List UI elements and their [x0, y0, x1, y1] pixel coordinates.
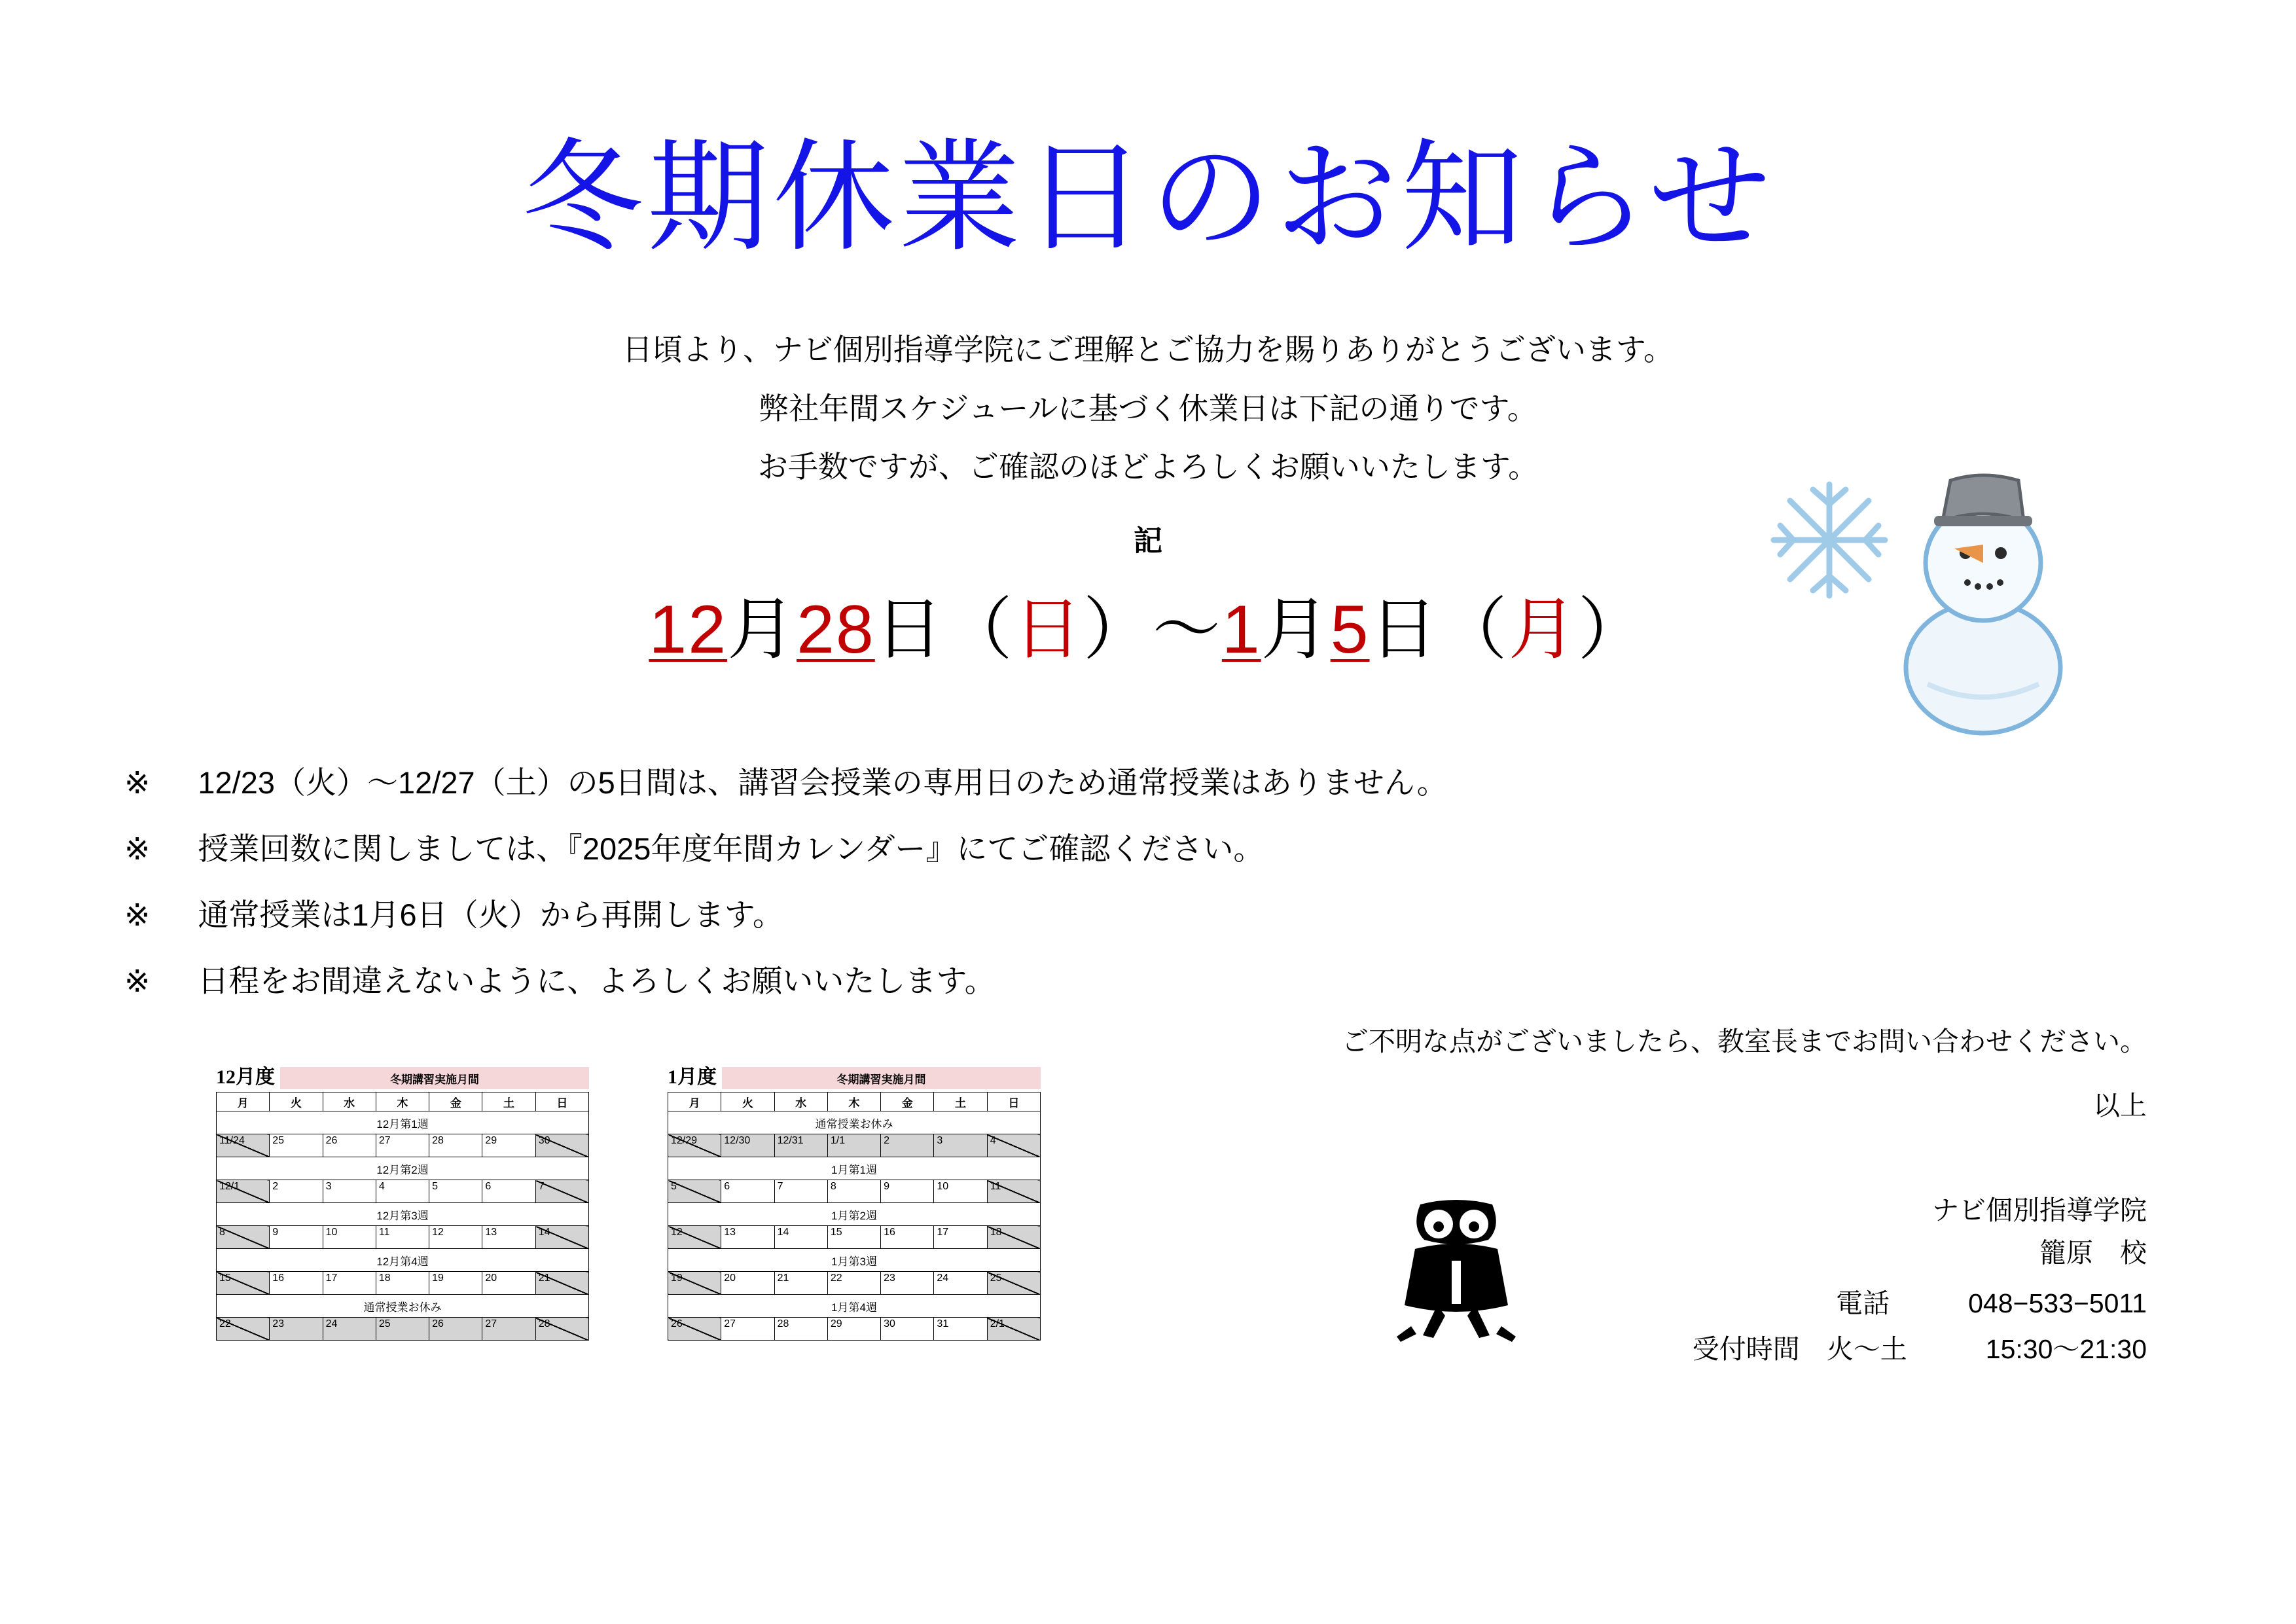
weekday-wed: 水	[323, 1092, 376, 1111]
day-cell	[429, 1180, 482, 1203]
day-label: 12/31	[777, 1135, 804, 1146]
day-label: 28	[777, 1318, 789, 1329]
day-cell	[323, 1134, 376, 1157]
day-label: 18	[378, 1272, 391, 1284]
day-cell	[429, 1226, 482, 1249]
intro-line-1: 日頃より、ナビ個別指導学院にご理解とご協力を賜りありがとうございます。	[622, 333, 1674, 367]
note-text: 日程をお間違えないように、よろしくお願いいたします。	[167, 964, 996, 999]
note-item	[124, 948, 1761, 1014]
calendar-month-label: 1月度	[668, 1066, 717, 1088]
notes-list	[124, 749, 1761, 1014]
day-cell	[987, 1134, 1040, 1157]
day-label: 16	[884, 1227, 895, 1238]
day-label: 21	[777, 1272, 789, 1284]
day-label: 7	[777, 1181, 783, 1192]
day-label: 22	[830, 1272, 842, 1284]
day-cell	[376, 1272, 429, 1295]
weekday-thu: 木	[827, 1092, 880, 1111]
day-cell	[217, 1226, 270, 1249]
day-cell	[535, 1226, 588, 1249]
day-cell	[270, 1318, 323, 1341]
intro-line-3: お手数ですが、ご確認のほどよろしくお願いいたします。	[757, 450, 1539, 484]
day-cell	[217, 1180, 270, 1203]
day-cell	[482, 1180, 535, 1203]
day-cell	[482, 1272, 535, 1295]
end-weekday: 月	[1508, 592, 1578, 668]
paren-open-2: （	[1439, 592, 1509, 668]
weekday-mon: 月	[668, 1092, 721, 1111]
day-label: 24	[937, 1272, 949, 1284]
day-cell	[827, 1272, 880, 1295]
telephone-label: 電話	[1836, 1288, 1890, 1319]
week-label: 通常授業お休み	[668, 1111, 1041, 1134]
day-cell	[721, 1318, 774, 1341]
day-label: 22	[219, 1318, 231, 1329]
day-cell	[217, 1272, 270, 1295]
day-cell	[429, 1318, 482, 1341]
day-cell	[721, 1134, 774, 1157]
day-label: 30	[538, 1135, 550, 1146]
end-day-kanji: 日	[1369, 592, 1439, 668]
day-label: 19	[432, 1272, 444, 1284]
day-label: 26	[671, 1318, 683, 1329]
day-cell	[721, 1272, 774, 1295]
day-cell	[482, 1226, 535, 1249]
day-cell	[934, 1226, 987, 1249]
day-cell	[881, 1318, 934, 1341]
day-label: 25	[272, 1135, 285, 1146]
note-mark: ※	[124, 765, 151, 800]
day-label: 3	[937, 1135, 943, 1146]
note-text: 通常授業は1月6日（火）から再開します。	[167, 897, 783, 933]
week-label-row	[217, 1157, 589, 1180]
day-cell	[721, 1226, 774, 1249]
day-cell	[881, 1180, 934, 1203]
day-label: 2	[884, 1135, 890, 1146]
day-label: 27	[378, 1135, 391, 1146]
note-item	[124, 749, 1761, 816]
day-cell	[881, 1272, 934, 1295]
day-cell	[987, 1180, 1040, 1203]
day-label: 26	[325, 1135, 338, 1146]
day-cell	[934, 1272, 987, 1295]
day-cell	[881, 1226, 934, 1249]
calendar-banner: 冬期講習実施月間	[722, 1067, 1041, 1089]
day-label: 13	[485, 1227, 497, 1238]
day-cell	[376, 1180, 429, 1203]
day-label: 2	[272, 1181, 279, 1192]
day-cell	[721, 1180, 774, 1203]
calendar-table	[668, 1092, 1041, 1341]
day-cell	[774, 1272, 827, 1295]
day-label: 9	[884, 1181, 890, 1192]
week-label: 1月第2週	[668, 1203, 1041, 1226]
start-weekday: 日	[1013, 592, 1083, 668]
day-label: 12/1	[219, 1181, 240, 1192]
week-days-row	[668, 1318, 1041, 1341]
day-label: 21	[538, 1272, 550, 1284]
hours-value: 15:30〜21:30	[1985, 1333, 2147, 1364]
contact-closing: 以上	[2093, 1090, 2147, 1121]
week-label: 12月第4週	[217, 1249, 589, 1272]
day-label: 9	[272, 1227, 279, 1238]
week-label: 通常授業お休み	[217, 1295, 589, 1318]
week-label-row	[668, 1295, 1041, 1318]
day-cell	[270, 1226, 323, 1249]
day-label: 10	[325, 1227, 338, 1238]
week-days-row	[217, 1226, 589, 1249]
week-days-row	[668, 1134, 1041, 1157]
day-label: 20	[485, 1272, 497, 1284]
end-day-number: 5	[1330, 592, 1370, 668]
ki-marker: 記	[1134, 525, 1162, 557]
day-label: 13	[724, 1227, 736, 1238]
day-label: 16	[272, 1272, 285, 1284]
weekday-header-row	[668, 1092, 1041, 1111]
day-label: 30	[884, 1318, 895, 1329]
note-item	[124, 816, 1761, 882]
day-label: 23	[884, 1272, 895, 1284]
day-label: 25	[378, 1318, 391, 1329]
end-month-kanji: 月	[1261, 592, 1331, 668]
week-label-row	[217, 1249, 589, 1272]
day-cell	[482, 1318, 535, 1341]
calendar-december	[216, 1060, 589, 1341]
week-label: 1月第3週	[668, 1249, 1041, 1272]
day-label: 15	[830, 1227, 842, 1238]
day-label: 4	[990, 1135, 996, 1146]
week-label-row	[668, 1249, 1041, 1272]
week-label: 12月第2週	[217, 1157, 589, 1180]
week-label: 12月第3週	[217, 1203, 589, 1226]
weekday-fri: 金	[429, 1092, 482, 1111]
school-branch: 籠原 校	[2039, 1237, 2147, 1268]
weekday-tue: 火	[270, 1092, 323, 1111]
day-cell	[668, 1318, 721, 1341]
note-mark: ※	[124, 964, 151, 999]
day-label: 5	[671, 1181, 677, 1192]
day-label: 12/30	[724, 1135, 751, 1146]
start-month-kanji: 月	[727, 592, 797, 668]
day-cell	[217, 1134, 270, 1157]
day-label: 18	[990, 1227, 1002, 1238]
day-label: 1/1	[830, 1135, 846, 1146]
day-cell	[827, 1180, 880, 1203]
telephone-row	[1211, 1283, 2147, 1325]
week-label-row	[217, 1111, 589, 1134]
day-label: 31	[937, 1318, 949, 1329]
week-days-row	[217, 1134, 589, 1157]
day-label: 7	[538, 1181, 545, 1192]
day-cell	[668, 1226, 721, 1249]
contact-question: ご不明な点がございましたら、教室長までお問い合わせください。	[1342, 1026, 2147, 1056]
day-cell	[668, 1134, 721, 1157]
day-label: 14	[538, 1227, 550, 1238]
weekday-sun: 日	[987, 1092, 1040, 1111]
day-label: 5	[432, 1181, 439, 1192]
day-label: 24	[325, 1318, 338, 1329]
day-label: 27	[724, 1318, 736, 1329]
day-cell	[934, 1318, 987, 1341]
week-days-row	[217, 1180, 589, 1203]
day-cell	[376, 1134, 429, 1157]
start-day-kanji: 日	[874, 592, 944, 668]
day-cell	[987, 1272, 1040, 1295]
weekday-tue: 火	[721, 1092, 774, 1111]
start-month-number: 12	[649, 592, 728, 668]
paren-open-1: （	[944, 592, 1014, 668]
day-cell	[376, 1318, 429, 1341]
hours-label: 受付時間 火〜土	[1692, 1333, 1907, 1364]
day-label: 17	[937, 1227, 949, 1238]
week-label-row	[668, 1111, 1041, 1134]
calendar-january	[668, 1060, 1041, 1341]
day-cell	[323, 1180, 376, 1203]
day-label: 12/29	[671, 1135, 698, 1146]
day-cell	[774, 1318, 827, 1341]
day-label: 6	[724, 1181, 730, 1192]
day-label: 26	[432, 1318, 444, 1329]
weekday-sat: 土	[934, 1092, 987, 1111]
week-label-row	[668, 1203, 1041, 1226]
weekday-sat: 土	[482, 1092, 535, 1111]
week-days-row	[668, 1226, 1041, 1249]
day-cell	[323, 1318, 376, 1341]
owl-mascot-icon	[1381, 1198, 1532, 1348]
school-name: ナビ個別指導学院	[1932, 1195, 2147, 1226]
telephone-value: 048−533−5011	[1968, 1288, 2147, 1319]
day-cell	[668, 1272, 721, 1295]
calendar-header	[216, 1060, 589, 1089]
day-cell	[323, 1272, 376, 1295]
intro-line-2: 弊社年間スケジュールに基づく休業日は下記の通りです。	[759, 391, 1537, 425]
day-cell	[217, 1318, 270, 1341]
day-cell	[535, 1318, 588, 1341]
weekday-fri: 金	[881, 1092, 934, 1111]
note-text: 授業回数に関しましては、『2025年度年間カレンダー』にてご確認ください。	[167, 831, 1265, 867]
day-cell	[774, 1226, 827, 1249]
date-tilde: 〜	[1152, 592, 1222, 668]
week-days-row	[668, 1272, 1041, 1295]
day-label: 3	[325, 1181, 332, 1192]
day-cell	[987, 1318, 1040, 1341]
start-day-number: 28	[797, 592, 875, 668]
calendar-month-label: 12月度	[216, 1066, 275, 1088]
paren-close-2: ）	[1577, 592, 1647, 668]
day-label: 14	[777, 1227, 789, 1238]
calendar-group	[216, 1060, 1041, 1341]
weekday-thu: 木	[376, 1092, 429, 1111]
day-cell	[323, 1226, 376, 1249]
day-label: 29	[485, 1135, 497, 1146]
hours-row	[1211, 1329, 2147, 1371]
day-label: 8	[219, 1227, 225, 1238]
day-cell	[827, 1318, 880, 1341]
day-label: 28	[432, 1135, 444, 1146]
week-label-row	[668, 1157, 1041, 1180]
day-label: 23	[272, 1318, 285, 1329]
day-cell	[535, 1134, 588, 1157]
day-cell	[270, 1180, 323, 1203]
week-days-row	[217, 1318, 589, 1341]
day-cell	[774, 1180, 827, 1203]
day-cell	[774, 1134, 827, 1157]
day-cell	[934, 1134, 987, 1157]
day-cell	[987, 1226, 1040, 1249]
weekday-wed: 水	[774, 1092, 827, 1111]
day-label: 15	[219, 1272, 231, 1284]
calendar-table	[216, 1092, 589, 1341]
page-title: 冬期休業日のお知らせ	[521, 126, 1775, 268]
snowman-icon	[1767, 458, 2108, 740]
week-label: 1月第1週	[668, 1157, 1041, 1180]
day-label: 4	[378, 1181, 385, 1192]
day-cell	[881, 1134, 934, 1157]
note-mark: ※	[124, 831, 151, 867]
day-label: 11/24	[219, 1135, 245, 1146]
note-text: 12/23（火）〜12/27（土）の5日間は、講習会授業の専用日のため通常授業はありません。	[167, 765, 1448, 800]
day-label: 10	[937, 1181, 949, 1192]
week-label: 1月第4週	[668, 1295, 1041, 1318]
day-cell	[482, 1134, 535, 1157]
day-label: 19	[671, 1272, 683, 1284]
day-label: 8	[830, 1181, 836, 1192]
day-label: 29	[830, 1318, 842, 1329]
day-cell	[535, 1272, 588, 1295]
day-label: 6	[485, 1181, 492, 1192]
calendar-header	[668, 1060, 1041, 1089]
day-label: 20	[724, 1272, 736, 1284]
day-cell	[376, 1226, 429, 1249]
day-cell	[270, 1272, 323, 1295]
day-cell	[270, 1134, 323, 1157]
day-cell	[827, 1226, 880, 1249]
day-cell	[827, 1134, 880, 1157]
weekday-header-row	[217, 1092, 589, 1111]
day-cell	[429, 1134, 482, 1157]
day-label: 12	[671, 1227, 683, 1238]
day-label: 28	[538, 1318, 550, 1329]
day-cell	[668, 1180, 721, 1203]
day-label: 2/1	[990, 1318, 1005, 1329]
contact-block	[1211, 1021, 2147, 1370]
week-label: 12月第1週	[217, 1111, 589, 1134]
week-label-row	[217, 1203, 589, 1226]
note-mark: ※	[124, 897, 151, 933]
paren-close-1: ）	[1083, 592, 1153, 668]
week-days-row	[217, 1272, 589, 1295]
day-label: 25	[990, 1272, 1002, 1284]
day-cell	[535, 1180, 588, 1203]
note-item	[124, 882, 1761, 948]
week-days-row	[668, 1180, 1041, 1203]
end-month-number: 1	[1221, 592, 1261, 668]
day-label: 11	[990, 1181, 1001, 1192]
week-label-row	[217, 1295, 589, 1318]
weekday-sun: 日	[535, 1092, 588, 1111]
calendar-banner: 冬期講習実施月間	[280, 1067, 589, 1089]
day-cell	[429, 1272, 482, 1295]
day-label: 11	[378, 1227, 390, 1238]
day-label: 12	[432, 1227, 444, 1238]
day-cell	[934, 1180, 987, 1203]
day-label: 17	[325, 1272, 338, 1284]
day-label: 27	[485, 1318, 497, 1329]
weekday-mon: 月	[217, 1092, 270, 1111]
